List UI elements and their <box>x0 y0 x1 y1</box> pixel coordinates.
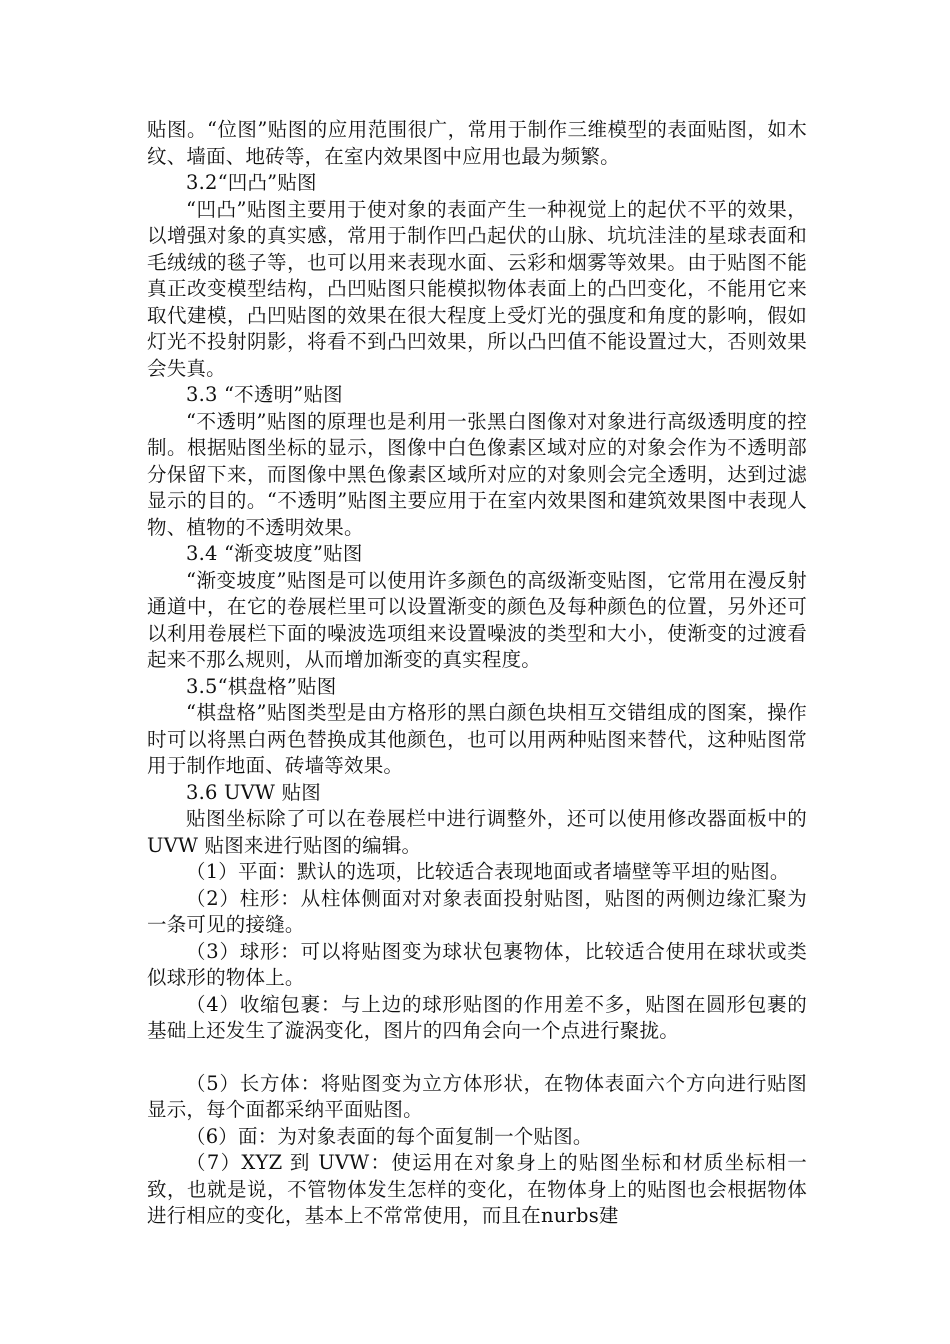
paragraph-gradient-ramp: “渐变坡度”贴图是可以使用许多颜色的高级渐变贴图，它常用在漫反射通道中，在它的卷展栏里可以设置渐变的颜色及每种颜色的位置，另外还可以利用卷展栏下面的噪波选项组来设置噪波的类型和大小，使渐变的过渡看起来不那么规则，从而增加渐变的真实程度。 <box>147 568 807 671</box>
heading-3-4-gradient-ramp: 3.4 “渐变坡度”贴图 <box>186 542 363 565</box>
list-item-spherical: （3）球形：可以将贴图变为球状包裹物体，比较适合使用在球状或类似球形的物体上。 <box>147 939 807 989</box>
paragraph-bitmap-continued: 贴图。“位图”贴图的应用范围很广，常用于制作三维模型的表面贴图，如木纹、墙面、地砖等，在室内效果图中应用也最为频繁。 <box>147 118 807 168</box>
heading-3-5-checker: 3.5“棋盘格”贴图 <box>186 674 337 698</box>
document-page <box>147 117 807 1230</box>
list-item-box: （5）长方体：将贴图变为立方体形状，在物体表面六个方向进行贴图显示，每个面都采纳平面贴图。 <box>147 1071 807 1121</box>
list-item-shrink-wrap: （4）收缩包裹：与上边的球形贴图的作用差不多，贴图在圆形包裹的基础上还发生了漩涡变化，图片的四角会向一个点进行聚拢。 <box>147 992 807 1042</box>
list-item-xyz-to-uvw: （7）XYZ 到 UVW：使运用在对象身上的贴图坐标和材质坐标相一致，也就是说，不管物体发生怎样的变化，在物体身上的贴图也会根据物体进行相应的变化，基本上不常常使用，而且在nurbs建 <box>147 1151 807 1227</box>
blank-line <box>147 1045 807 1071</box>
list-item-cylindrical: （2）柱形：从柱体侧面对对象表面投射贴图，贴图的两侧边缘汇聚为一条可见的接缝。 <box>147 886 807 936</box>
paragraph-bump: “凹凸”贴图主要用于使对象的表面产生一种视觉上的起伏不平的效果，以增强对象的真实感，常用于制作凹凸起伏的山脉、坑坑洼洼的星球表面和毛绒绒的毯子等，也可以用来表现水面、云彩和烟雾等效果。由于贴图不能真正改变模型结构，凸凹贴图只能模拟物体表面上的凸凹变化，不能用它来取代建模，凸凹贴图的效果在很大程度上受灯光的强度和角度的影响，假如灯光不投射阴影，将看不到凸凹效果，所以凸凹值不能设置过大，否则效果会失真。 <box>147 197 807 380</box>
heading-3-3-opacity: 3.3 “不透明”贴图 <box>186 383 343 406</box>
paragraph-uvw: 贴图坐标除了可以在卷展栏中进行调整外，还可以使用修改器面板中的UVW 贴图来进行贴图的编辑。 <box>147 807 807 857</box>
paragraph-opacity: “不透明”贴图的原理也是利用一张黑白图像对对象进行高级透明度的控制。根据贴图坐标的显示，图像中白色像素区域对应的对象会作为不透明部分保留下来，而图像中黑色像素区域所对应的对象则会完全透明，达到过滤显示的目的。“不透明”贴图主要应用于在室内效果图和建筑效果图中表现人物、植物的不透明效果。 <box>147 409 807 539</box>
heading-3-6-uvw: 3.6 UVW 贴图 <box>186 780 321 804</box>
paragraph-checker: “棋盘格”贴图类型是由方格形的黑白颜色块相互交错组成的图案，操作时可以将黑白两色替换成其他颜色，也可以用两种贴图来替代，这种贴图常用于制作地面、砖墙等效果。 <box>147 701 807 777</box>
list-item-face: （6）面：为对象表面的每个面复制一个贴图。 <box>186 1124 593 1148</box>
heading-3-2-bump: 3.2“凹凸”贴图 <box>186 171 317 194</box>
list-item-planar: （1）平面：默认的选项，比较适合表现地面或者墙壁等平坦的贴图。 <box>186 860 790 883</box>
